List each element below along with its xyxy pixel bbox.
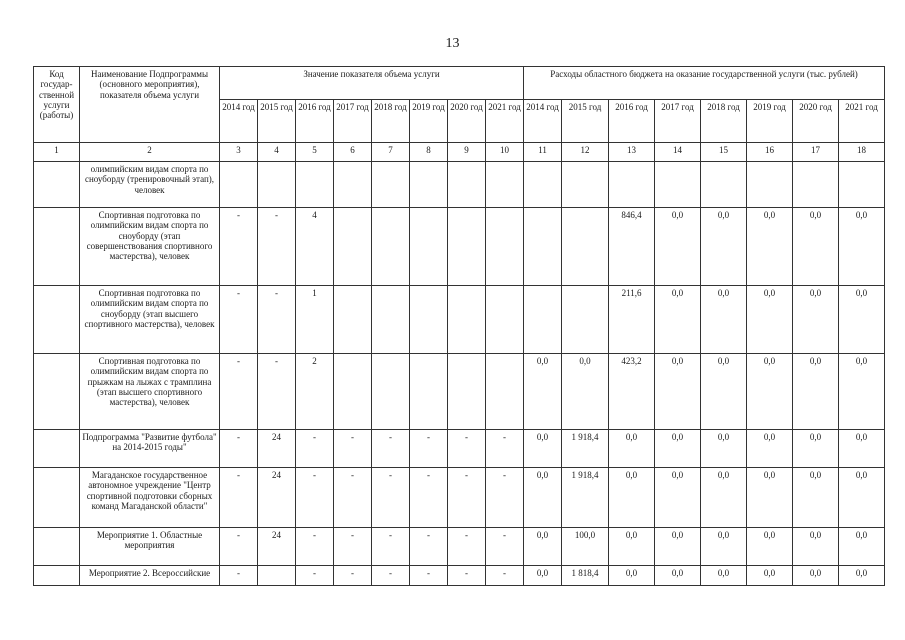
cell-expense-value: [562, 286, 609, 354]
cell-expense-value: 0,0: [701, 354, 747, 430]
cell-indicator-value: 1: [296, 286, 334, 354]
header-indicator-year: 2018 год: [372, 100, 410, 143]
column-number: 16: [747, 143, 793, 162]
cell-expense-value: 0,0: [839, 354, 885, 430]
cell-indicator-value: -: [448, 528, 486, 566]
cell-expense-value: 0,0: [701, 208, 747, 286]
cell-expense-value: 0,0: [839, 208, 885, 286]
cell-name: олимпийским видам спорта по сноуборду (тренировочный этап), человек: [80, 162, 220, 208]
cell-indicator-value: [334, 208, 372, 286]
column-number: 5: [296, 143, 334, 162]
cell-expense-value: 0,0: [609, 528, 655, 566]
header-expense-group: Расходы областного бюджета на оказание государственной услуги (тыс. рублей): [524, 67, 885, 100]
cell-indicator-value: -: [220, 430, 258, 468]
cell-expense-value: 0,0: [747, 528, 793, 566]
cell-indicator-value: -: [220, 354, 258, 430]
cell-indicator-value: -: [258, 354, 296, 430]
column-number: 11: [524, 143, 562, 162]
cell-name: Мероприятие 1. Областные мероприятия: [80, 528, 220, 566]
cell-indicator-value: -: [334, 468, 372, 528]
cell-indicator-value: [334, 286, 372, 354]
cell-code: [34, 566, 80, 586]
cell-indicator-value: 2: [296, 354, 334, 430]
cell-expense-value: 0,0: [747, 354, 793, 430]
cell-name: Подпрограмма "Развитие футбола" на 2014-2015 годы": [80, 430, 220, 468]
cell-indicator-value: [448, 208, 486, 286]
cell-indicator-value: -: [220, 286, 258, 354]
column-number: 14: [655, 143, 701, 162]
cell-indicator-value: -: [410, 430, 448, 468]
cell-expense-value: 0,0: [524, 430, 562, 468]
cell-expense-value: 1 818,4: [562, 566, 609, 586]
cell-indicator-value: 24: [258, 468, 296, 528]
cell-indicator-value: -: [296, 468, 334, 528]
column-number: 13: [609, 143, 655, 162]
cell-indicator-value: -: [372, 566, 410, 586]
cell-indicator-value: [372, 286, 410, 354]
cell-expense-value: 0,0: [793, 430, 839, 468]
cell-expense-value: 0,0: [793, 354, 839, 430]
column-number: 6: [334, 143, 372, 162]
cell-expense-value: 0,0: [609, 430, 655, 468]
cell-indicator-value: [372, 208, 410, 286]
cell-expense-value: 0,0: [839, 286, 885, 354]
column-number: 12: [562, 143, 609, 162]
cell-indicator-value: -: [372, 430, 410, 468]
cell-indicator-value: -: [334, 566, 372, 586]
cell-indicator-value: 4: [296, 208, 334, 286]
cell-expense-value: [524, 208, 562, 286]
column-number: 18: [839, 143, 885, 162]
cell-indicator-value: -: [220, 208, 258, 286]
cell-expense-value: 0,0: [793, 468, 839, 528]
column-number: 2: [80, 143, 220, 162]
cell-expense-value: 0,0: [747, 430, 793, 468]
cell-indicator-value: -: [296, 528, 334, 566]
cell-indicator-value: [372, 162, 410, 208]
cell-indicator-value: 24: [258, 528, 296, 566]
cell-expense-value: 0,0: [701, 468, 747, 528]
cell-code: [34, 162, 80, 208]
header-indicator-year: 2021 год: [486, 100, 524, 143]
header-expense-year: 2016 год: [609, 100, 655, 143]
cell-expense-value: [747, 162, 793, 208]
cell-indicator-value: -: [220, 528, 258, 566]
cell-indicator-value: -: [296, 566, 334, 586]
cell-indicator-value: [334, 162, 372, 208]
table-row: [34, 354, 885, 430]
budget-table: [33, 66, 885, 586]
cell-expense-value: 0,0: [793, 566, 839, 586]
header-name: Наименование Подпрограммы (основного мероприятия), показателя объема услуги: [80, 67, 220, 143]
cell-code: [34, 286, 80, 354]
cell-indicator-value: -: [372, 468, 410, 528]
table-row: [34, 566, 885, 586]
cell-indicator-value: [410, 354, 448, 430]
cell-expense-value: 0,0: [747, 286, 793, 354]
cell-indicator-value: [334, 354, 372, 430]
cell-expense-value: 1 918,4: [562, 430, 609, 468]
cell-indicator-value: [448, 354, 486, 430]
cell-indicator-value: [486, 162, 524, 208]
cell-expense-value: 0,0: [747, 208, 793, 286]
cell-expense-value: 0,0: [793, 208, 839, 286]
header-indicator-year: 2015 год: [258, 100, 296, 143]
cell-indicator-value: -: [410, 468, 448, 528]
header-indicator-year: 2016 год: [296, 100, 334, 143]
cell-name: Магаданское государственное автономное учреждение "Центр спортивной подготовки сборных команд Магаданской области": [80, 468, 220, 528]
cell-indicator-value: [486, 208, 524, 286]
cell-expense-value: 0,0: [655, 528, 701, 566]
cell-indicator-value: [258, 566, 296, 586]
cell-name: Мероприятие 2. Всероссийские: [80, 566, 220, 586]
cell-expense-value: [609, 162, 655, 208]
header-expense-year: 2021 год: [839, 100, 885, 143]
column-numbers-row: [34, 143, 885, 162]
cell-indicator-value: [258, 162, 296, 208]
header-expense-year: 2014 год: [524, 100, 562, 143]
cell-expense-value: 0,0: [701, 286, 747, 354]
cell-expense-value: 0,0: [701, 430, 747, 468]
cell-expense-value: [839, 162, 885, 208]
cell-indicator-value: -: [334, 430, 372, 468]
cell-expense-value: 211,6: [609, 286, 655, 354]
header-expense-year: 2020 год: [793, 100, 839, 143]
table-row: [34, 208, 885, 286]
column-number: 4: [258, 143, 296, 162]
cell-indicator-value: [486, 354, 524, 430]
cell-indicator-value: -: [296, 430, 334, 468]
header-expense-year: 2018 год: [701, 100, 747, 143]
cell-expense-value: 0,0: [524, 566, 562, 586]
column-number: 10: [486, 143, 524, 162]
cell-expense-value: 0,0: [655, 430, 701, 468]
cell-indicator-value: [486, 286, 524, 354]
cell-code: [34, 430, 80, 468]
cell-expense-value: [793, 162, 839, 208]
cell-indicator-value: [220, 162, 258, 208]
cell-expense-value: 0,0: [655, 468, 701, 528]
cell-expense-value: [655, 162, 701, 208]
column-number: 15: [701, 143, 747, 162]
cell-indicator-value: 24: [258, 430, 296, 468]
header-indicator-group: Значение показателя объема услуги: [220, 67, 524, 100]
cell-code: [34, 208, 80, 286]
cell-expense-value: 0,0: [655, 354, 701, 430]
table-row: [34, 468, 885, 528]
header-expense-year: 2015 год: [562, 100, 609, 143]
cell-name: Спортивная подготовка по олимпийским видам спорта по сноуборду (этап совершенствования спортивного мастерства), человек: [80, 208, 220, 286]
table-body: [34, 162, 885, 586]
cell-code: [34, 354, 80, 430]
cell-expense-value: 1 918,4: [562, 468, 609, 528]
column-number: 3: [220, 143, 258, 162]
cell-expense-value: 0,0: [701, 528, 747, 566]
cell-indicator-value: -: [410, 528, 448, 566]
cell-expense-value: [701, 162, 747, 208]
header-indicator-year: 2020 год: [448, 100, 486, 143]
cell-expense-value: 0,0: [839, 468, 885, 528]
column-number: 9: [448, 143, 486, 162]
cell-expense-value: 0,0: [839, 566, 885, 586]
cell-indicator-value: -: [448, 566, 486, 586]
cell-indicator-value: [410, 162, 448, 208]
cell-expense-value: 0,0: [609, 566, 655, 586]
cell-expense-value: 0,0: [839, 430, 885, 468]
header-indicator-year: 2019 год: [410, 100, 448, 143]
cell-expense-value: 0,0: [524, 528, 562, 566]
table-row: [34, 528, 885, 566]
cell-expense-value: 0,0: [701, 566, 747, 586]
cell-indicator-value: -: [220, 468, 258, 528]
cell-name: Спортивная подготовка по олимпийским видам спорта по сноуборду (этап высшего спортивного мастерства), человек: [80, 286, 220, 354]
cell-indicator-value: -: [486, 528, 524, 566]
cell-indicator-value: -: [258, 208, 296, 286]
cell-expense-value: 0,0: [793, 286, 839, 354]
cell-indicator-value: [410, 208, 448, 286]
cell-expense-value: 0,0: [747, 566, 793, 586]
cell-expense-value: 0,0: [839, 528, 885, 566]
table-row: [34, 430, 885, 468]
cell-expense-value: 0,0: [562, 354, 609, 430]
cell-code: [34, 528, 80, 566]
cell-expense-value: 0,0: [524, 468, 562, 528]
cell-indicator-value: -: [486, 468, 524, 528]
cell-indicator-value: -: [486, 430, 524, 468]
cell-indicator-value: [448, 162, 486, 208]
cell-expense-value: [524, 286, 562, 354]
cell-expense-value: 100,0: [562, 528, 609, 566]
column-number: 17: [793, 143, 839, 162]
table-row: [34, 162, 885, 208]
cell-indicator-value: [410, 286, 448, 354]
cell-expense-value: 0,0: [655, 208, 701, 286]
column-number: 1: [34, 143, 80, 162]
cell-expense-value: 0,0: [747, 468, 793, 528]
header-indicator-year: 2014 год: [220, 100, 258, 143]
header-expense-year: 2017 год: [655, 100, 701, 143]
cell-expense-value: 0,0: [524, 354, 562, 430]
cell-indicator-value: -: [448, 468, 486, 528]
cell-indicator-value: -: [448, 430, 486, 468]
cell-indicator-value: -: [220, 566, 258, 586]
cell-expense-value: 0,0: [793, 528, 839, 566]
cell-expense-value: [524, 162, 562, 208]
cell-indicator-value: -: [258, 286, 296, 354]
cell-expense-value: 0,0: [655, 566, 701, 586]
cell-expense-value: 0,0: [609, 468, 655, 528]
column-number: 7: [372, 143, 410, 162]
cell-expense-value: 423,2: [609, 354, 655, 430]
cell-indicator-value: -: [410, 566, 448, 586]
cell-name: Спортивная подготовка по олимпийским видам спорта по прыжкам на лыжах с трамплина (этап высшего спортивного мастерства), человек: [80, 354, 220, 430]
cell-expense-value: [562, 208, 609, 286]
cell-expense-value: 0,0: [655, 286, 701, 354]
cell-expense-value: [562, 162, 609, 208]
cell-indicator-value: [296, 162, 334, 208]
cell-expense-value: 846,4: [609, 208, 655, 286]
header-expense-year: 2019 год: [747, 100, 793, 143]
cell-indicator-value: -: [334, 528, 372, 566]
table-row: [34, 286, 885, 354]
cell-indicator-value: [372, 354, 410, 430]
cell-indicator-value: -: [486, 566, 524, 586]
header-indicator-year: 2017 год: [334, 100, 372, 143]
cell-indicator-value: [448, 286, 486, 354]
cell-code: [34, 468, 80, 528]
header-code: Код государ-ственной услуги (работы): [34, 67, 80, 143]
cell-indicator-value: -: [372, 528, 410, 566]
page-number: 13: [445, 36, 460, 51]
column-number: 8: [410, 143, 448, 162]
